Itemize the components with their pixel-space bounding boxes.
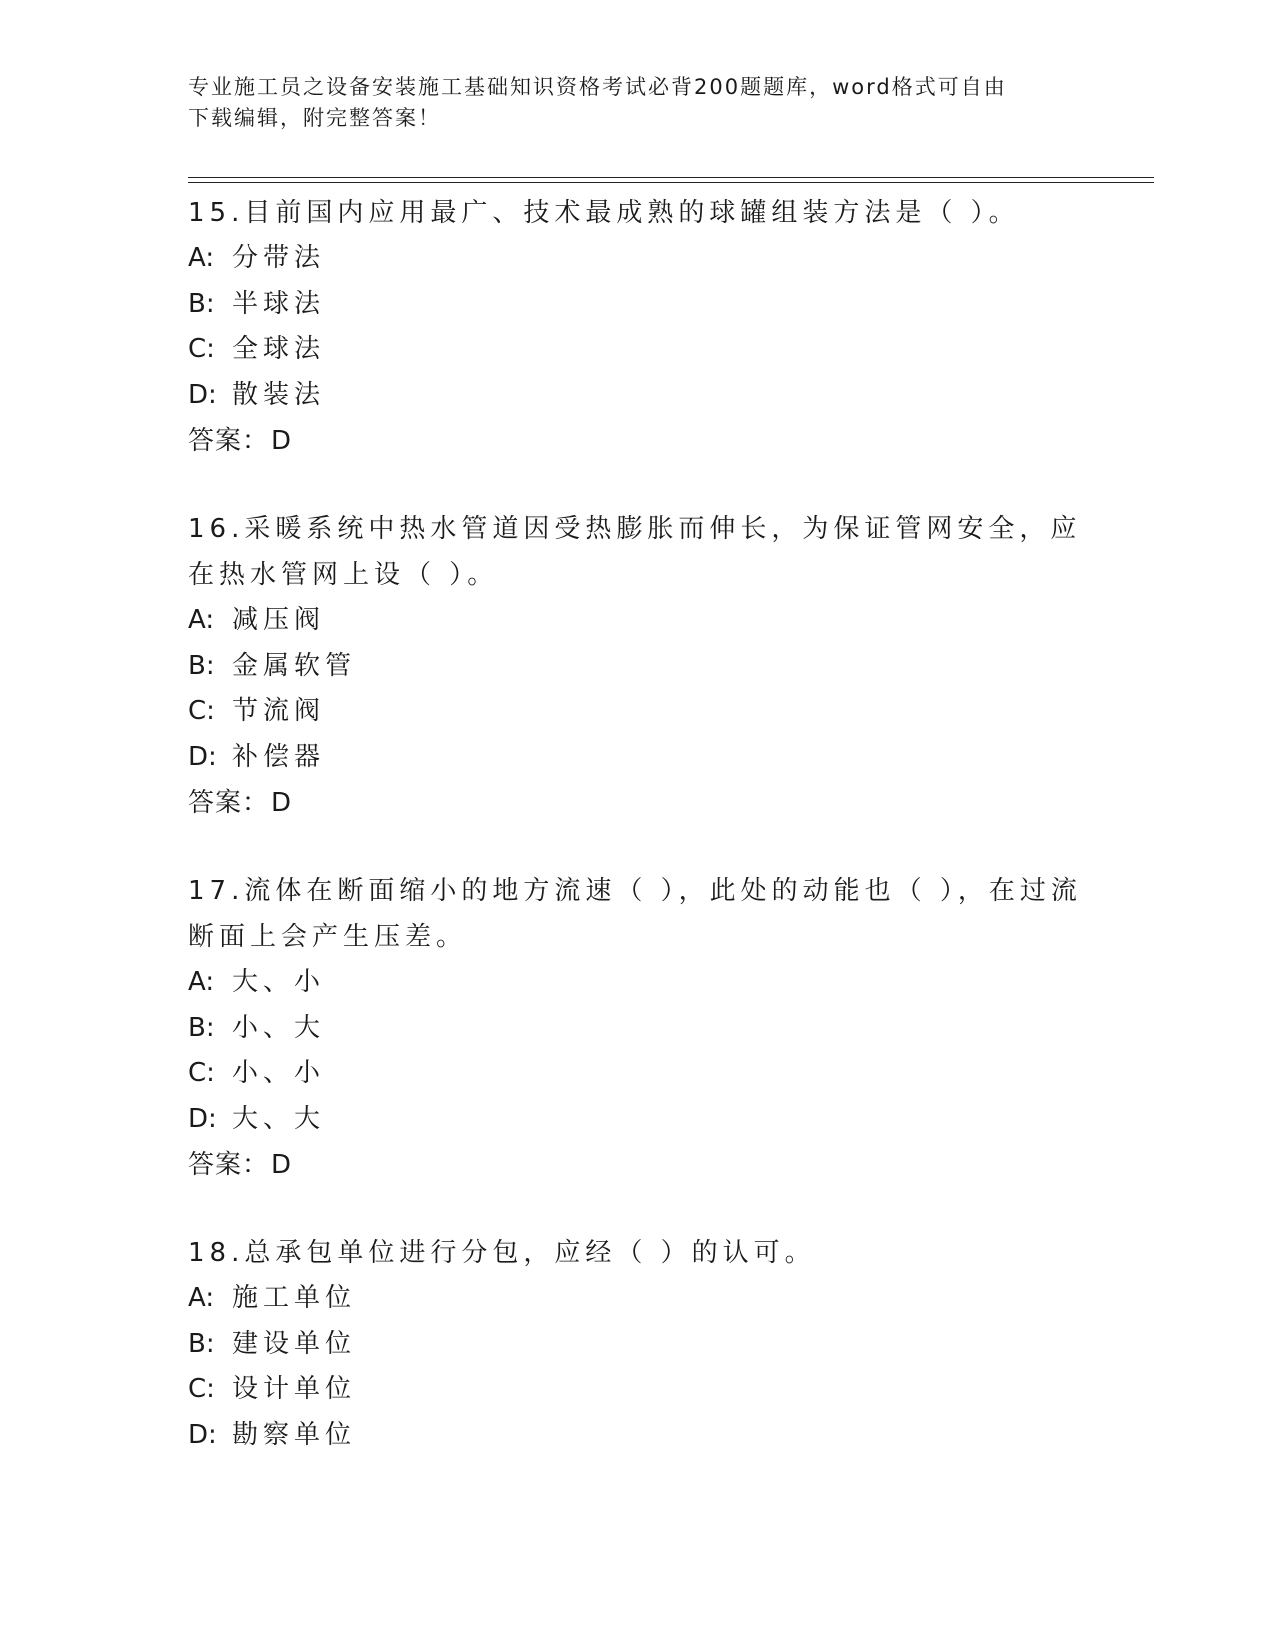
question-16 (188, 506, 1088, 826)
option-a (188, 1276, 1088, 1322)
header-line-2: 下载编辑，附完整答案！ (188, 106, 441, 130)
option-c (188, 689, 1088, 735)
option-d (188, 373, 1088, 419)
option-letter: A: (188, 1283, 215, 1313)
option-letter: D: (188, 1103, 217, 1134)
option-list (188, 598, 1088, 780)
question-stem: 15.目前国内应用最广、技术最成熟的球罐组装方法是（ ）。 (188, 198, 1020, 228)
option-list (188, 960, 1088, 1142)
option-letter: B: (188, 1328, 215, 1359)
option-letter: A: (188, 967, 215, 997)
option-text: 勘察单位 (232, 1419, 357, 1450)
option-list (188, 1276, 1088, 1458)
question-18 (188, 1230, 1088, 1458)
question-stem: 16.采暖系统中热水管道因受热膨胀而伸长，为保证管网安全，应在热水管网上设（ ）。 (188, 514, 1082, 590)
answer-line (188, 780, 1088, 826)
option-letter: C: (188, 1058, 215, 1088)
answer-value: D (271, 426, 292, 456)
option-d (188, 1413, 1088, 1459)
option-text: 小、大 (232, 1012, 326, 1043)
answer-value: D (271, 1150, 292, 1180)
option-text: 分带法 (232, 243, 326, 273)
answer-label: 答案： (188, 1150, 270, 1180)
option-text: 施工单位 (232, 1283, 357, 1313)
option-a (188, 598, 1088, 644)
question-stem: 18.总承包单位进行分包，应经（ ）的认可。 (188, 1238, 816, 1268)
option-list (188, 236, 1088, 418)
option-b (188, 282, 1088, 328)
answer-value: D (271, 788, 292, 818)
question-17 (188, 868, 1088, 1188)
document-header (188, 72, 1088, 134)
option-letter: C: (188, 1374, 215, 1404)
option-text: 减压阀 (232, 605, 326, 635)
option-letter: A: (188, 605, 215, 635)
question-list (188, 190, 1088, 1500)
option-c (188, 1051, 1088, 1097)
option-text: 小、小 (232, 1058, 326, 1088)
option-letter: B: (188, 1012, 215, 1043)
option-text: 大、大 (232, 1103, 326, 1134)
option-c (188, 1367, 1088, 1413)
option-letter: D: (188, 741, 217, 772)
option-text: 散装法 (232, 379, 326, 410)
option-d (188, 1097, 1088, 1143)
question-stem: 17.流体在断面缩小的地方流速（ ），此处的动能也（ ），在过流断面上会产生压差。 (188, 876, 1082, 952)
header-line-1: 专业施工员之设备安装施工基础知识资格考试必背200题题库，word格式可自由 (188, 75, 1007, 99)
option-text: 半球法 (232, 288, 326, 319)
answer-label: 答案： (188, 426, 270, 456)
option-text: 金属软管 (232, 650, 357, 681)
option-letter: D: (188, 379, 217, 410)
option-letter: D: (188, 1419, 217, 1450)
option-text: 补偿器 (232, 741, 326, 772)
option-b (188, 1322, 1088, 1368)
answer-label: 答案： (188, 788, 270, 818)
option-letter: C: (188, 696, 215, 726)
option-a (188, 960, 1088, 1006)
option-c (188, 327, 1088, 373)
option-letter: B: (188, 650, 215, 681)
answer-line (188, 418, 1088, 464)
option-b (188, 644, 1088, 690)
answer-line (188, 1142, 1088, 1188)
option-letter: C: (188, 334, 215, 364)
option-text: 节流阀 (232, 696, 326, 726)
option-text: 建设单位 (232, 1328, 357, 1359)
option-letter: A: (188, 243, 215, 273)
header-divider-top (188, 177, 1154, 178)
option-d (188, 735, 1088, 781)
option-letter: B: (188, 288, 215, 319)
option-text: 全球法 (232, 334, 326, 364)
option-text: 大、小 (232, 967, 326, 997)
option-a (188, 236, 1088, 282)
question-15 (188, 190, 1088, 464)
header-divider-bottom (188, 182, 1154, 183)
option-text: 设计单位 (232, 1374, 357, 1404)
option-b (188, 1006, 1088, 1052)
